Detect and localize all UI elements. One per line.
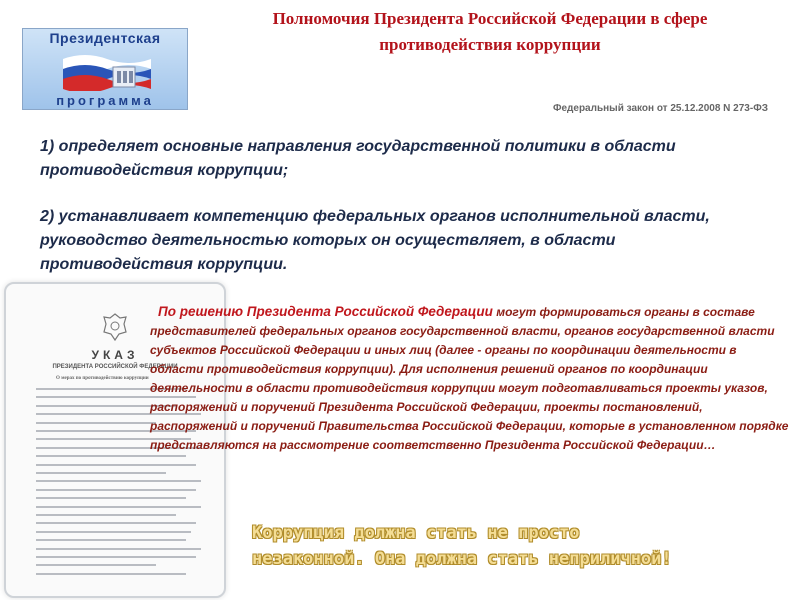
- decree-text-line: [36, 422, 156, 424]
- power-point-1: 1) определяет основные направления государственной политики в области противодействия коррупции;: [40, 138, 676, 179]
- decree-text-line: [36, 464, 196, 466]
- presidential-program-logo: [22, 28, 188, 110]
- decree-text-line: [36, 531, 191, 533]
- decree-text-line: [36, 539, 186, 541]
- decision-body: могут формироваться органы в составе представителей федеральных органов государственной власти, органов государственной власти субъектов Российской Федерации и иных лиц (далее - органы по координации деятельности в области противодействия коррупции). Для исполнения решений органов по координации деятельности в области противодействия коррупции могут подготавливаться проекты указов, распоряжений и поручений Президента Российской Федерации, проекты постановлений, распоряжений и поручений Правительства Российской Федерации, которые в установленном порядке представляются на рассмотрение соответственно Президента Российской Федерации…: [150, 305, 789, 452]
- decree-text-line: [36, 556, 196, 558]
- slogan: [252, 520, 797, 572]
- logo-bottom-text: программа: [56, 93, 154, 108]
- decree-text-line: [36, 489, 196, 491]
- decree-subheading: ПРЕЗИДЕНТА РОССИЙСКОЙ ФЕДЕРАЦИИ: [52, 364, 178, 370]
- decree-text-line: [36, 480, 201, 482]
- slogan-line-1: Коррупция должна стать не просто: [252, 523, 580, 543]
- decision-lead: По решению Президента Российской Федерации: [158, 304, 493, 319]
- decision-paragraph: [150, 302, 790, 455]
- decree-text-line: [36, 472, 166, 474]
- decree-heading: УКАЗ: [91, 348, 139, 362]
- slogan-line-2: незаконной. Она должна стать неприличной!: [252, 549, 672, 569]
- page-title: [195, 6, 785, 58]
- decree-text-line: [36, 573, 186, 575]
- logo-top-text: Президентская: [49, 30, 161, 46]
- decree-text-line: [36, 455, 186, 457]
- decree-text-line: [36, 548, 201, 550]
- decree-text-line: [36, 564, 156, 566]
- decree-text-line: [36, 522, 196, 524]
- law-reference: Федеральный закон от 25.12.2008 N 273-ФЗ: [552, 103, 768, 114]
- decree-text-line: [36, 506, 201, 508]
- title-line-2: противодействия коррупции: [379, 35, 601, 54]
- title-line-1: Полномочия Президента Российской Федерации в сфере: [272, 9, 708, 28]
- decree-text-line: [36, 514, 176, 516]
- decree-text-line: [36, 497, 186, 499]
- coat-of-arms-icon: [102, 312, 128, 342]
- power-point-2: 2) устанавливает компетенцию федеральных органов исполнительной власти, руководство деятельностью которых он осуществляет, в области противодействия коррупции.: [40, 208, 710, 273]
- flag-emblem-icon: [61, 51, 153, 91]
- decree-doc-title: О мерах по противодействию коррупции: [56, 376, 149, 381]
